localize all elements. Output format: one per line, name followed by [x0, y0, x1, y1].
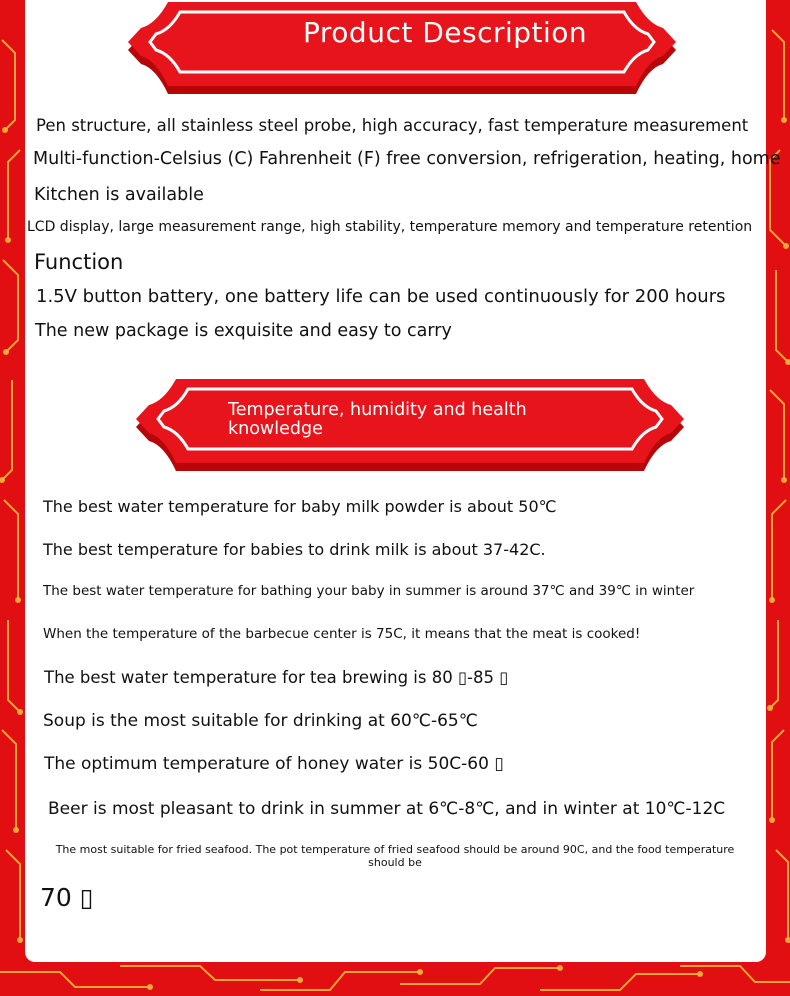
knowledge-line-seventy: 70 ▯: [40, 883, 94, 912]
knowledge-line-barbecue: When the temperature of the barbecue center is 75C, it means that the meat is cooked!: [43, 626, 641, 642]
description-line-package: The new package is exquisite and easy to carry: [35, 321, 452, 341]
knowledge-line-tea: The best water temperature for tea brewing is 80 ▯-85 ▯: [44, 668, 509, 687]
description-line-function: Function: [34, 250, 124, 274]
knowledge-line-baby-drink-milk: The best temperature for babies to drink milk is about 37-42C.: [43, 540, 546, 559]
description-line-battery: 1.5V button battery, one battery life can be used continuously for 200 hours: [36, 286, 726, 307]
description-line-conversion: Multi-function-Celsius (C) Fahrenheit (F) free conversion, refrigeration, heating, home: [33, 149, 781, 169]
description-line-kitchen: Kitchen is available: [34, 185, 204, 205]
product-description-banner: [128, 0, 676, 96]
description-line-lcd: LCD display, large measurement range, high stability, temperature memory and temperature retention: [27, 219, 753, 235]
knowledge-line-baby-bath: The best water temperature for bathing your baby in summer is around 37℃ and 39℃ in winter: [43, 583, 695, 599]
banner-title: Temperature, humidity and health knowledge: [228, 400, 527, 439]
knowledge-line-honey-water: The optimum temperature of honey water is 50C-60 ▯: [44, 754, 504, 774]
knowledge-line-baby-milk-powder: The best water temperature for baby milk powder is about 50℃: [43, 497, 557, 516]
knowledge-line-soup: Soup is the most suitable for drinking at 60℃-65℃: [43, 711, 478, 731]
knowledge-line-beer: Beer is most pleasant to drink in summer at 6℃-8℃, and in winter at 10℃-12C: [48, 799, 726, 819]
banner-title: Product Description: [303, 16, 588, 49]
knowledge-line-fried-seafood: The most suitable for fried seafood. The pot temperature of fried seafood should be around 90C, and the food temperature should be: [55, 843, 735, 869]
knowledge-banner: [136, 377, 684, 473]
description-line-probe: Pen structure, all stainless steel probe, high accuracy, fast temperature measurement: [36, 116, 749, 135]
